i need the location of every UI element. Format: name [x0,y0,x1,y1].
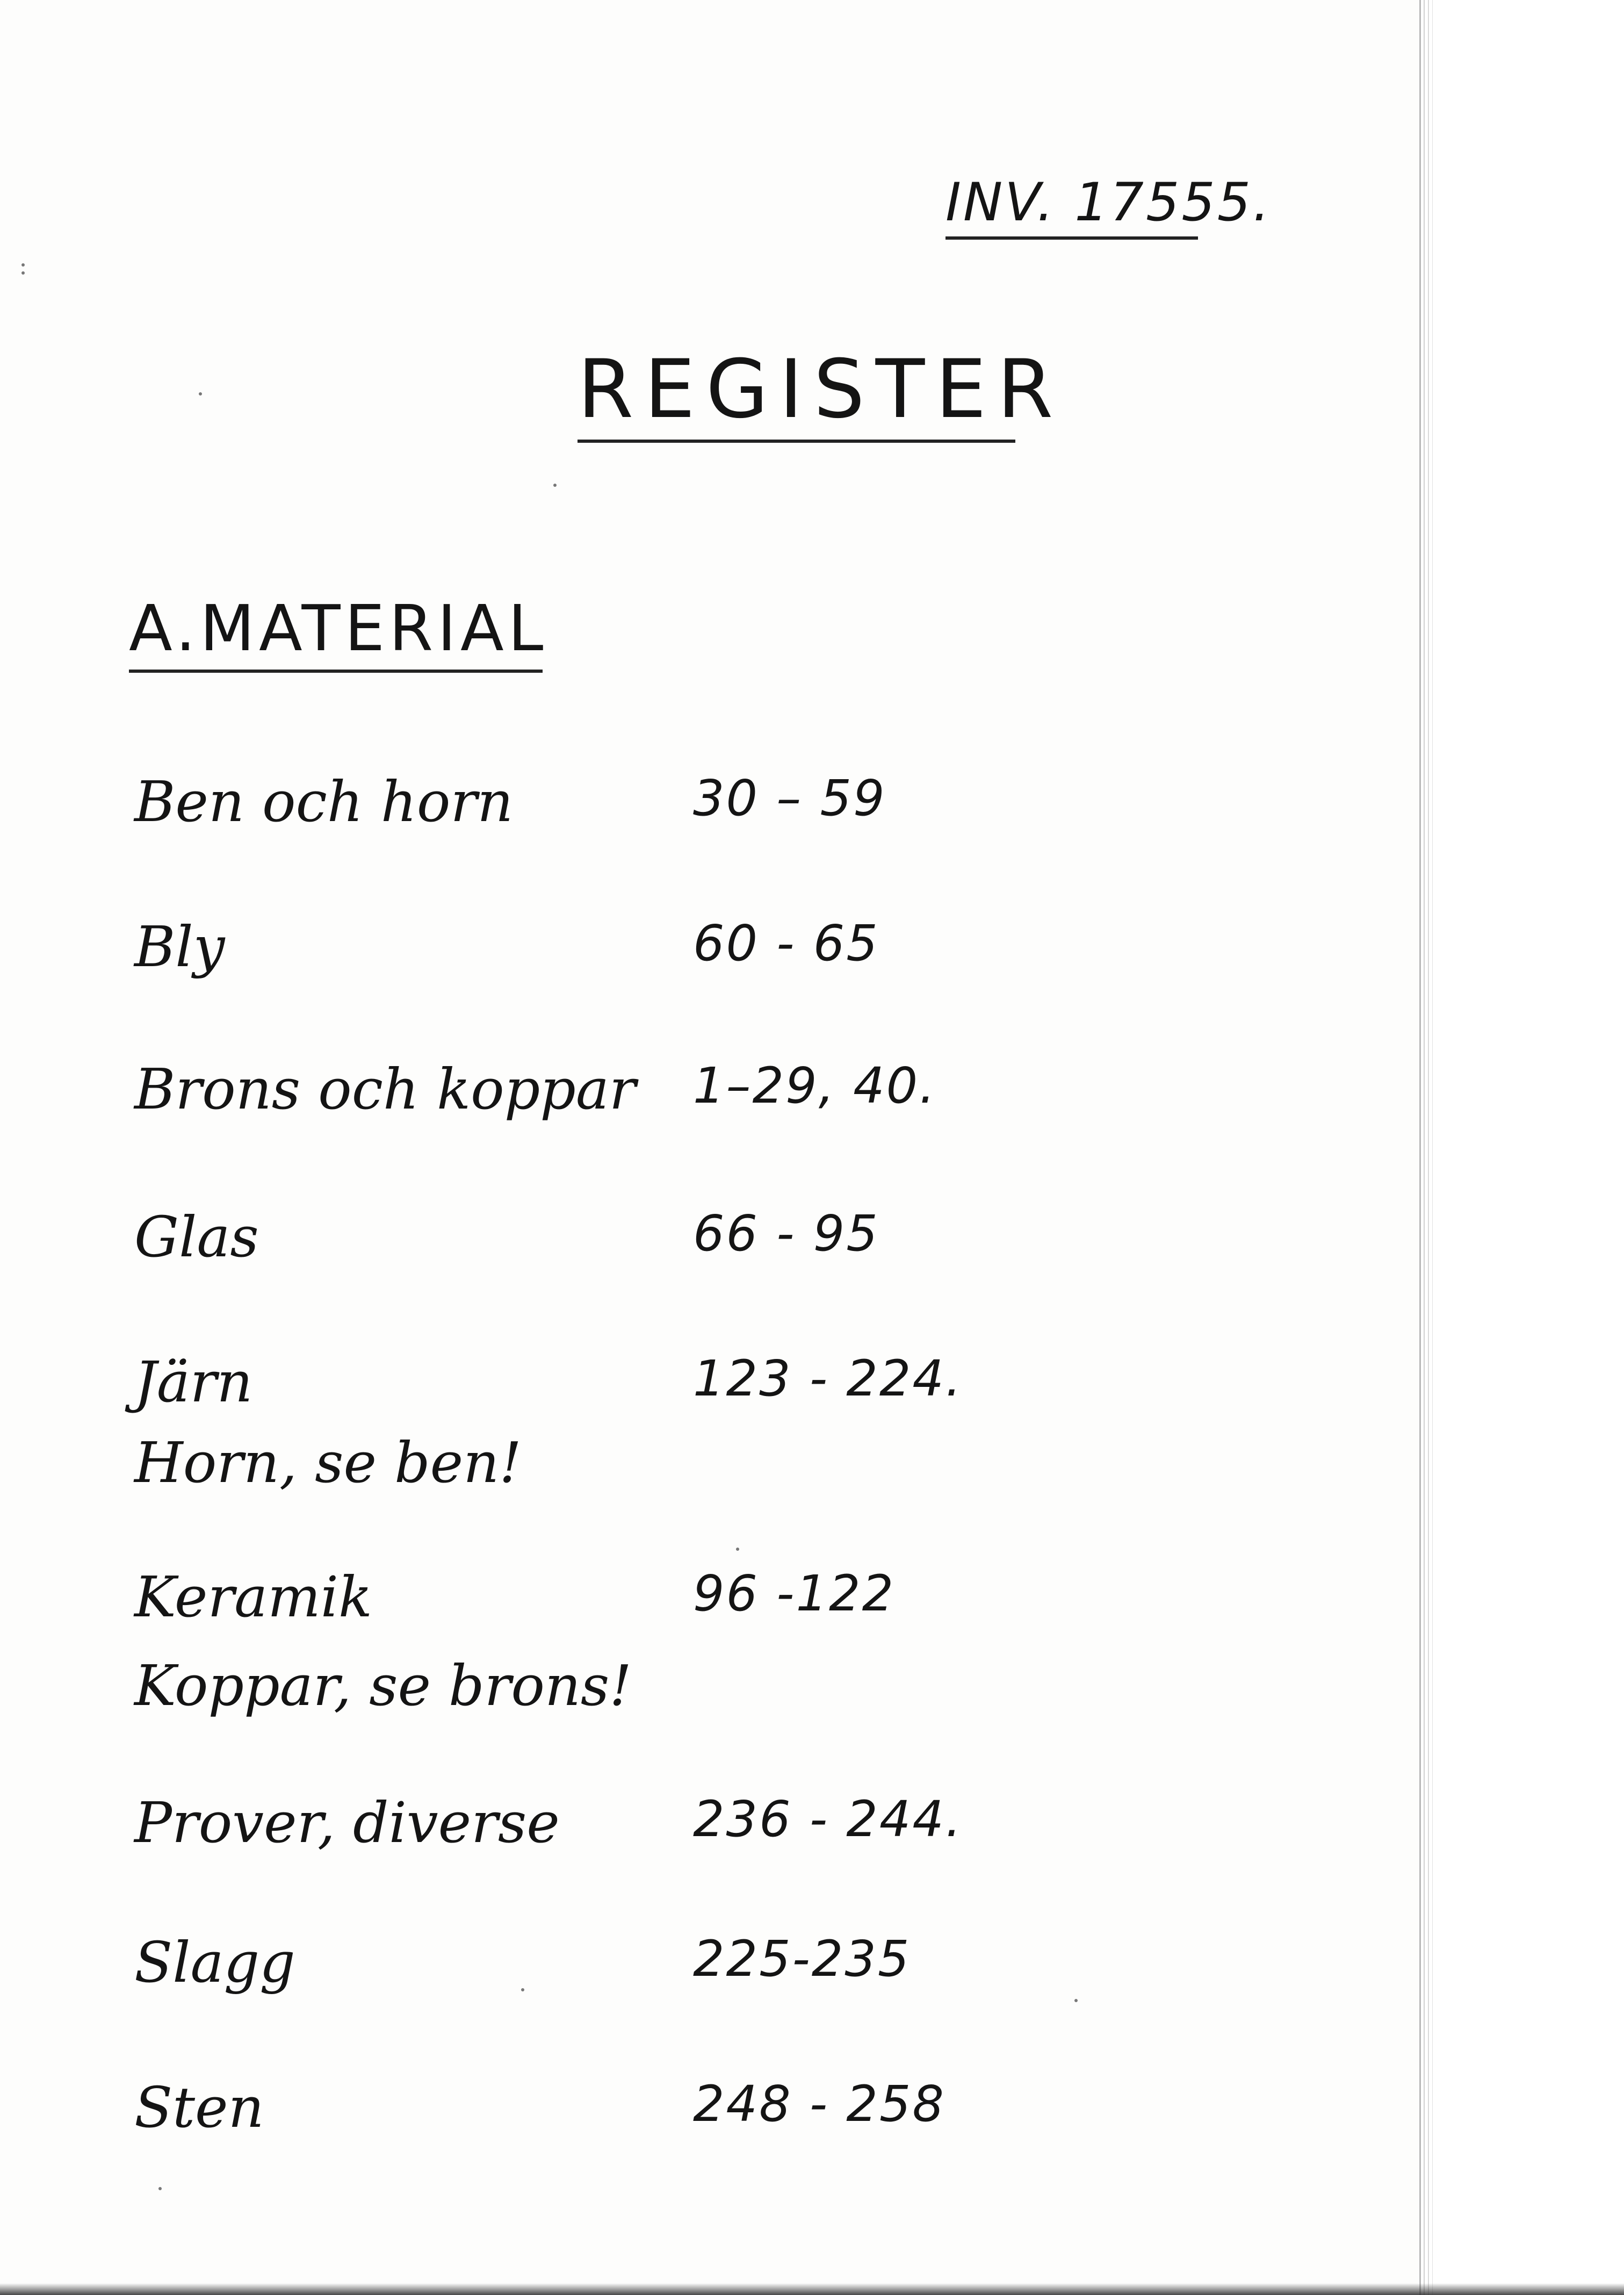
entry-label: Slagg [134,1930,295,1995]
scan-speck [158,2187,162,2190]
entry-pages: 60 - 65 [693,915,879,972]
entry-pages: 96 -122 [693,1565,896,1622]
register-entry [134,1653,940,1722]
register-entry [134,2075,945,2144]
scan-speck [521,1988,524,1991]
entry-pages: 30 – 59 [693,769,886,827]
inventory-number: INV. 17555. [945,172,1198,240]
register-entry [134,1930,940,1999]
entry-label: Keramik [134,1564,373,1630]
scan-speck [199,392,202,395]
register-entry [134,1564,940,1634]
page-edge-line [1428,0,1429,2295]
entry-label: Järn [134,1349,253,1415]
register-entry [134,1056,940,1126]
page-edge-line [1424,0,1425,2295]
scan-speck [736,1548,739,1551]
page-edge-line [1419,0,1421,2295]
entry-pages: 225-235 [693,1930,911,1988]
entry-label: Brons och koppar [134,1056,636,1122]
entry-label: Glas [134,1204,259,1270]
entry-pages: 1–29, 40. [693,1057,937,1114]
register-entry [134,1204,940,1274]
entry-pages: 66 - 95 [693,1205,879,1262]
page-title: REGISTER [578,349,1015,443]
entry-label: Sten [134,2075,264,2140]
register-entry [134,769,940,838]
register-entry [134,1790,963,1859]
book-page-edge [1418,0,1624,2295]
scan-speck [21,271,25,275]
entry-pages: 236 - 244. [693,1790,963,1848]
section-heading: A.MATERIAL [129,596,543,673]
scan-speck [21,263,25,267]
entry-label: Koppar, se brons! [134,1653,632,1718]
page-edge-line [1432,0,1433,2295]
entry-label: Horn, se ben! [134,1430,522,1495]
scan-bottom-shadow [0,2283,1624,2295]
register-entry [134,914,940,983]
entry-label: Ben och horn [134,769,514,834]
entry-label: Bly [134,914,225,980]
register-entry [134,1349,963,1419]
entry-pages: 248 - 258 [693,2075,945,2133]
scan-speck [1074,1999,1078,2002]
register-entry [134,1430,940,1499]
scan-speck [553,484,557,487]
entry-pages: 123 - 224. [693,1350,963,1407]
entry-label: Prover, diverse [134,1790,560,1855]
